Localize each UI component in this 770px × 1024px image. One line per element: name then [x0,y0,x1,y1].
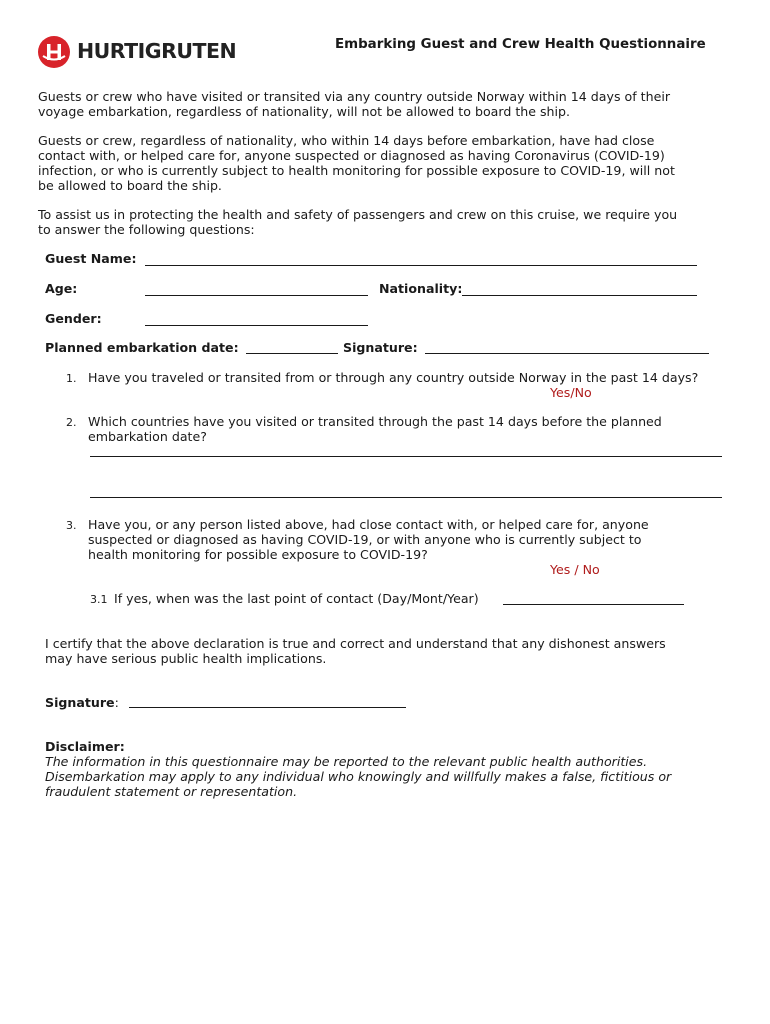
signature-label-bottom: Signature [45,695,115,710]
guest-name-field[interactable] [145,265,697,266]
age-label: Age: [45,281,78,296]
intro-paragraph-2-line-2: contact with, or helped care for, anyone suspected or diagnosed as having Coronavirus (COVID-19) [38,148,665,163]
question-3-text-line-2: suspected or diagnosed as having COVID-19, or with anyone who is currently subject to [88,532,642,547]
page-title: Embarking Guest and Crew Health Questionnaire [335,37,706,52]
question-2-text-line-1: Which countries have you visited or transited through the past 14 days before the planned [88,414,662,429]
question-3-1-number: 3.1 [90,593,108,606]
signature-field-bottom[interactable] [129,707,406,708]
signature-field-top[interactable] [425,353,709,354]
question-2-text-line-2: embarkation date? [88,429,207,444]
guest-name-label: Guest Name: [45,251,137,266]
certification-line-1: I certify that the above declaration is true and correct and understand that any dishonest answers [45,636,666,651]
gender-field[interactable] [145,325,368,326]
intro-paragraph-2-line-1: Guests or crew, regardless of nationality, who within 14 days before embarkation, have had close [38,133,655,148]
question-3-number: 3. [66,519,77,532]
intro-paragraph-2-line-4: be allowed to board the ship. [38,178,222,193]
question-3-1-text: If yes, when was the last point of contact (Day/Mont/Year) [114,591,479,606]
question-1-answer-options[interactable]: Yes/No [550,385,592,400]
nationality-label: Nationality: [379,281,463,296]
disclaimer-line-2: Disembarkation may apply to any individual who knowingly and willfully makes a false, fictitious or [45,769,672,784]
signature-label-top: Signature: [343,340,418,355]
intro-paragraph-3-line-2: to answer the following questions: [38,222,255,237]
intro-paragraph-1-line-1: Guests or crew who have visited or transited via any country outside Norway within 14 days of their [38,89,670,104]
embarkation-date-label: Planned embarkation date: [45,340,239,355]
age-field[interactable] [145,295,368,296]
question-2-number: 2. [66,416,77,429]
logo-wordmark: HURTIGRUTEN [77,39,237,63]
disclaimer-line-3: fraudulent statement or representation. [45,784,298,799]
intro-paragraph-2-line-3: infection, or who is currently subject to health monitoring for possible exposure to COVID-19, will not [38,163,675,178]
disclaimer-line-1: The information in this questionnaire may be reported to the relevant public health authorities. [45,754,648,769]
signature-colon: : [114,695,119,710]
intro-paragraph-1-line-2: voyage embarkation, regardless of nationality, will not be allowed to board the ship. [38,104,571,119]
intro-paragraph-3-line-1: To assist us in protecting the health and safety of passengers and crew on this cruise, we require you [38,207,678,222]
nationality-field[interactable] [462,295,697,296]
question-3-text-line-1: Have you, or any person listed above, had close contact with, or helped care for, anyone [88,517,649,532]
hurtigruten-logo-icon [38,36,70,68]
gender-label: Gender: [45,311,102,326]
question-2-answer-line-1[interactable] [90,456,722,457]
question-3-answer-options[interactable]: Yes / No [550,562,600,577]
certification-line-2: may have serious public health implications. [45,651,327,666]
disclaimer-title: Disclaimer: [45,739,125,754]
question-1-number: 1. [66,372,77,385]
embarkation-date-field[interactable] [246,353,338,354]
question-1-text: Have you traveled or transited from or through any country outside Norway in the past 14 days? [88,370,699,385]
question-3-text-line-3: health monitoring for possible exposure to COVID-19? [88,547,428,562]
question-2-answer-line-2[interactable] [90,497,722,498]
last-contact-date-field[interactable] [503,604,684,605]
